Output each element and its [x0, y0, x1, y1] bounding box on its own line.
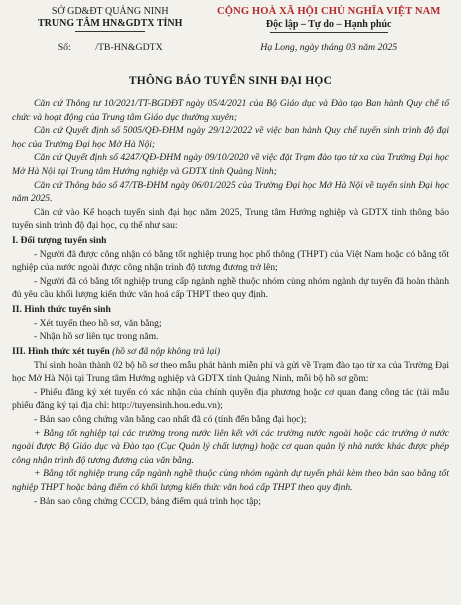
- intro-paragraph: Căn cứ vào Kế hoạch tuyển sinh đại học năm 2025, Trung tâm Hướng nghiệp và GDTX tỉnh thông báo tuyển sinh trình độ đại học, cụ thể như sau:: [12, 206, 449, 232]
- reference-line: [12, 41, 449, 55]
- section-3-heading-note: (hồ sơ đã nộp không trả lại): [112, 345, 221, 357]
- country-name: CỘNG HOÀ XÃ HỘI CHỦ NGHĨA VIỆT NAM: [216, 6, 441, 17]
- issuer-underline: [75, 31, 145, 32]
- document-title: THÔNG BÁO TUYỂN SINH ĐẠI HỌC: [128, 74, 333, 87]
- section-1-heading: I. Đối tượng tuyển sinh: [12, 235, 107, 247]
- section-3-item-4: + Bằng tốt nghiệp trung cấp ngành nghề thuộc cùng nhóm ngành dự tuyển phải kèm theo bản sao bằng tốt nghiệp THPT hoặc bảng điểm có khối lượng kiến thức văn hoá cấp THPT theo quy định.: [12, 468, 449, 493]
- section-2-heading: II. Hình thức tuyển sinh: [12, 304, 111, 316]
- section-2-item-1: - Xét tuyển theo hồ sơ, văn bằng;: [34, 317, 162, 329]
- legal-basis-3: Căn cứ Quyết định số 4247/QĐ-ĐHM ngày 09/10/2020 về việc đặt Trạm đào tạo từ xa của Trường Đại học Mở Hà Nội tại Trung tâm Hướng nghiệp và GDTX tỉnh Quảng Ninh;: [12, 152, 449, 177]
- section-3-heading-text: III. Hình thức xét tuyển: [12, 345, 110, 357]
- legal-basis-2: Căn cứ Quyết định số 5005/QĐ-ĐHM ngày 29/12/2022 về việc ban hành Quy chế tuyển sinh trình độ đại học của Trường Đại học Mở Hà Nội;: [12, 125, 449, 150]
- date-place: Hạ Long, ngày: [260, 41, 319, 53]
- registration-link[interactable]: http://tuyensinh.hou.edu.vn: [111, 400, 217, 412]
- section-3-item-1: [12, 386, 449, 413]
- document-header: [12, 6, 449, 33]
- national-block: [208, 6, 449, 33]
- document-number: [12, 41, 208, 55]
- motto-underline: [270, 32, 388, 33]
- legal-basis-1: Căn cứ Thông tư 10/2021/TT-BGDĐT ngày 05/4/2021 của Bộ Giáo dục và Đào tạo Ban hành Quy chế tổ chức và hoạt động của Trung tâm Giáo dục thường xuyên;: [12, 97, 449, 123]
- issuer-name: TRUNG TÂM HN&GDTX TỈNH: [38, 18, 183, 29]
- issuer-block: [12, 6, 208, 33]
- section-3-item-1-end: );: [216, 400, 223, 412]
- section-1-item-2: - Người đã có bằng tốt nghiệp trung cấp ngành nghề thuộc nhóm cùng nhóm ngành dự tuyển đã hoàn thành đủ yêu cầu khối lượng kiến thức văn hoá cấp THPT theo quy định.: [12, 275, 449, 301]
- national-motto: Độc lập – Tự do – Hạnh phúc: [265, 18, 392, 30]
- date-rest: tháng 03 năm 2025: [321, 41, 398, 53]
- document-date: [208, 41, 449, 55]
- section-3-intro: Thí sinh hoàn thành 02 bộ hồ sơ theo mẫu phát hành miễn phí và gửi về Trạm đào tạo từ xa của Trường Đại học Mở Hà Nội tại Trung tâm Hướng nghiệp và GDTX tỉnh Quảng Ninh, mỗi bộ hồ sơ gồm:: [12, 359, 449, 385]
- section-2-item-2: - Nhận hồ sơ liên tục trong năm.: [34, 331, 159, 343]
- issuer-parent: SỞ GD&ĐT QUẢNG NINH: [51, 6, 169, 17]
- section-3-heading: [12, 345, 449, 359]
- ref-number: /TB-HN&GDTX: [95, 41, 163, 53]
- ref-label: Số:: [57, 41, 71, 53]
- section-1-item-1: - Người đã được công nhận có bằng tốt nghiệp trung học phổ thông (THPT) của Việt Nam hoặc có bằng tốt nghiệp của nước ngoài được công nhận trình độ tương đương trở lên;: [12, 248, 449, 274]
- legal-basis-4: Căn cứ Thông báo số 47/TB-ĐHM ngày 06/01/2025 của Trường Đại học Mở Hà Nội về tuyển sinh Đại học năm 2025.: [12, 179, 449, 205]
- section-3-item-3: + Bằng tốt nghiệp tại các trường trong nước liên kết với các trường nước ngoài hoặc các trường ở nước ngoài được Bộ Giáo dục và Đào tạo (Cục Quản lý chất lượng) hoặc cơ quan quản lý nhà nước khác được phép công nhận trình độ tương đương của văn bằng.: [12, 427, 449, 466]
- section-3-item-1-text: - Phiếu đăng ký xét tuyển có xác nhận của chính quyền địa phương hoặc cơ quan đang công tác (tải mẫu phiếu đăng ký tại địa chỉ:: [12, 386, 449, 412]
- section-3-item-5: - Bản sao công chứng CCCD, bảng điểm quá trình học tập;: [34, 495, 261, 507]
- section-3-item-2: - Bản sao công chứng văn bằng cao nhất đã có (tính đến bằng đại học);: [34, 413, 307, 425]
